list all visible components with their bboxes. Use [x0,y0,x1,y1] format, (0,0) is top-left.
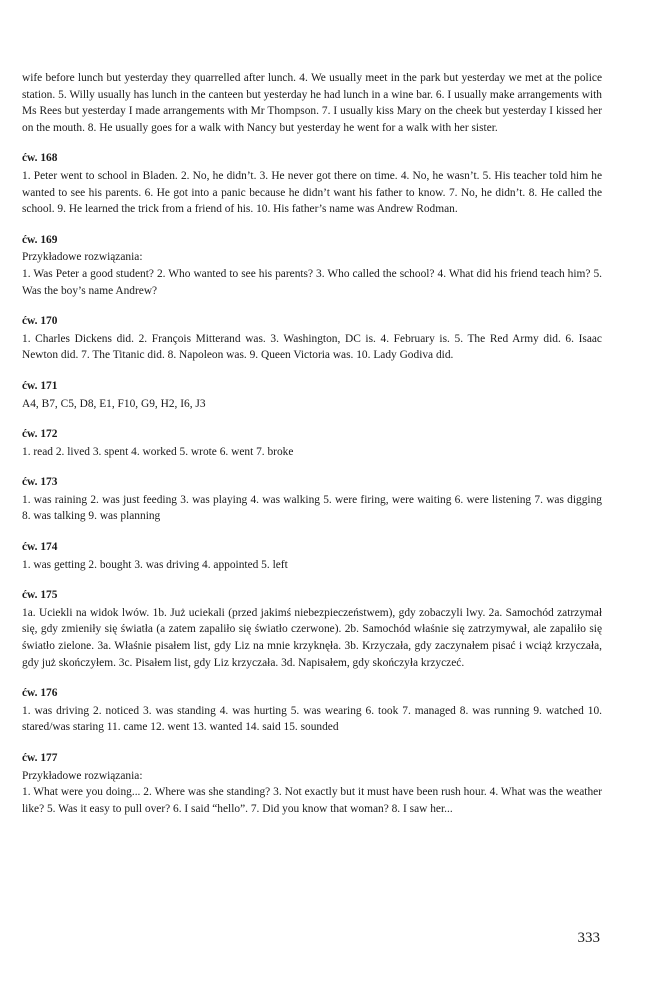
exercise-answers: 1. was raining 2. was just feeding 3. was playing 4. was walking 5. were firing, were waiting 6. were listening 7. was digging 8. was talking 9. was planning [22,493,602,523]
exercise-177 [22,750,602,817]
exercise-answers: 1. Was Peter a good student? 2. Who wanted to see his parents? 3. Who called the school? 4. What did his friend teach him? 5. Was the boy’s name Andrew? [22,267,602,297]
exercise-168 [22,150,602,217]
page-content [22,70,602,817]
exercise-answers: A4, B7, C5, D8, E1, F10, G9, H2, I6, J3 [22,397,206,410]
intro-paragraph: wife before lunch but yesterday they quarrelled after lunch. 4. We usually meet in the park but yesterday we met at the police station. 5. Willy usually has lunch in the canteen but yesterday he had lunch in a wine bar. 6. I usually make arrangements with Ms Rees but yesterday I made arrangements with Mr Thompson. 7. I usually kiss Mary on the cheek but yesterday I kissed her on the mouth. 8. He usually goes for a walk with Nancy but yesterday he went for a walk with her sister. [22,72,602,134]
exercise-answers: 1. read 2. lived 3. spent 4. worked 5. wrote 6. went 7. broke [22,445,294,458]
exercise-heading: ćw. 177 [22,752,58,764]
exercise-answers: 1a. Uciekli na widok lwów. 1b. Już uciekali (przed jakimś niebezpieczeństwem), gdy zobaczyli lwy. 2a. Samochód zatrzymał się, gdy zmieniły się światła (a zatem zapaliło się światło czerwone). 2b. Samochód właśnie się zatrzymywał, ale zapaliło się światło zielone. 3a. Właśnie pisałem list, gdy Liz na mnie krzyknęła. 3b. Krzyczała, gdy zaczynałem pisać i wciąż krzyczała, gdy już skończyłem. 3c. Pisałem list, gdy Liz krzyczała. 3d. Napisałem, gdy skończyła krzyczeć. [22,606,602,669]
page-number: 333 [577,930,600,946]
exercise-subheading: Przykładowe rozwiązania: [22,251,143,264]
exercise-176 [22,685,602,736]
exercise-answers: 1. was driving 2. noticed 3. was standing 4. was hurting 5. was wearing 6. took 7. managed 8. was running 9. watched 10. stared/was staring 11. came 12. went 13. wanted 14. said 15. sounded [22,704,602,734]
exercise-heading: ćw. 170 [22,315,58,328]
exercise-170 [22,313,602,364]
exercise-subheading: Przykładowe rozwiązania: [22,769,143,782]
exercise-175 [22,587,602,671]
exercise-171 [22,378,602,412]
exercise-answers: 1. Peter went to school in Bladen. 2. No, he didn’t. 3. He never got there on time. 4. No, he wasn’t. 5. His teacher told him he wanted to see his parents. 6. He got into a panic because he didn’t want his father to know. 7. No, he didn’t. 8. He called the school. 9. He learned the trick from a friend of his. 10. His father’s name was Andrew Rodman. [22,169,602,216]
exercise-heading: ćw. 175 [22,589,58,602]
exercise-answers: 1. was getting 2. bought 3. was driving 4. appointed 5. left [22,558,288,571]
exercise-174 [22,539,602,573]
exercise-172 [22,426,602,460]
exercise-heading: ćw. 174 [22,541,58,554]
exercise-heading: ćw. 176 [22,687,58,700]
exercise-answers: 1. What were you doing... 2. Where was she standing? 3. Not exactly but it must have been rush hour. 4. What was the weather like? 5. Was it easy to pull over? 6. I said “hello”. 7. Did you know that woman? 8. I saw her... [22,786,602,815]
exercise-heading: ćw. 172 [22,428,58,441]
exercise-heading: ćw. 168 [22,152,58,165]
exercise-heading: ćw. 171 [22,379,58,392]
exercise-173 [22,474,602,525]
exercise-169 [22,232,602,299]
exercise-heading: ćw. 169 [22,233,58,246]
exercise-heading: ćw. 173 [22,476,58,489]
exercise-answers: 1. Charles Dickens did. 2. François Mitterand was. 3. Washington, DC is. 4. February is. 5. The Red Army did. 6. Isaac Newton did. 7. The Titanic did. 8. Napoleon was. 9. Queen Victoria was. 10. Lady Godiva did. [22,332,602,362]
